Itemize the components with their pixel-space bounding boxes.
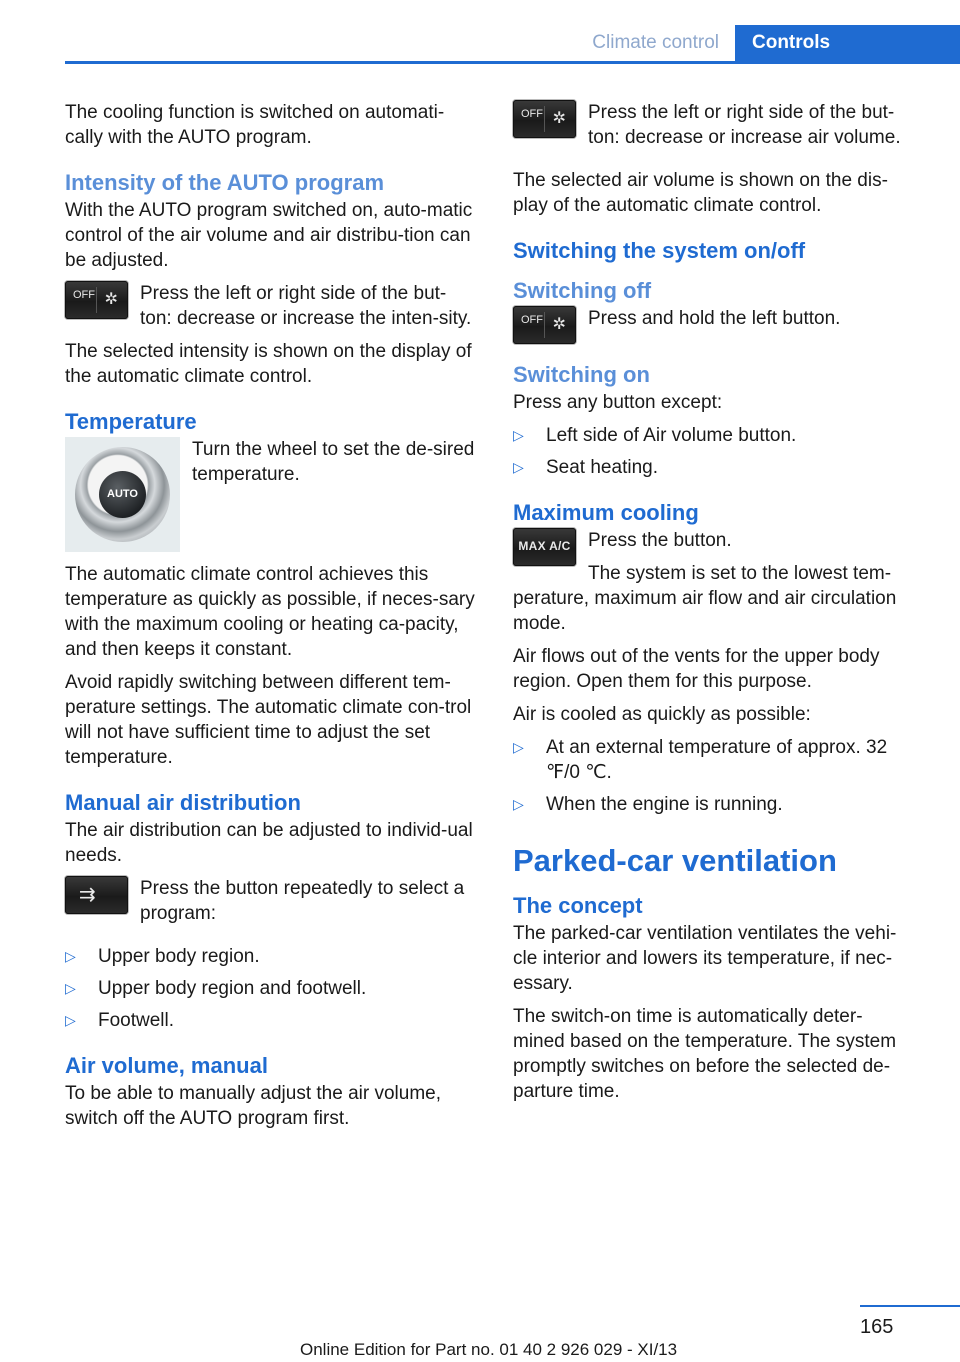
paragraph-intensity-display: The selected intensity is shown on the display of the automatic climate control. xyxy=(65,341,472,387)
paragraph-temperature-wheel: Turn the wheel to set the de-sired temperature. xyxy=(192,439,475,485)
program-list xyxy=(65,944,475,1033)
off-label: OFF xyxy=(73,289,95,301)
list-item: ▷ Seat heating. xyxy=(513,457,658,478)
intensity-button-figure xyxy=(65,281,475,339)
triangle-bullet-icon: ▷ xyxy=(513,739,524,755)
paragraph-max-cooling-cooled: Air is cooled as quickly as possible: xyxy=(513,704,811,725)
temperature-dial-image xyxy=(65,437,180,552)
list-item: ▷ When the engine is running. xyxy=(513,794,783,815)
paragraph-auto-cooling: The cooling function is switched on automati-cally with the AUTO program. xyxy=(65,102,445,148)
heading-intensity: Intensity of the AUTO program xyxy=(65,170,385,195)
page-header xyxy=(65,25,960,61)
off-label: OFF xyxy=(521,108,543,120)
heading-the-concept: The concept xyxy=(513,893,643,918)
triangle-bullet-icon: ▷ xyxy=(65,980,76,996)
paragraph-switch-on-time: The switch-on time is automatically deter-mined based on the temperature. The system promptly switches on before the selected de-parture time. xyxy=(513,1006,897,1102)
edition-footer: Online Edition for Part no. 01 40 2 926 029 - XI/13 xyxy=(300,1340,678,1359)
fan-button-image xyxy=(65,281,128,319)
paragraph-manual-distribution: The air distribution can be adjusted to individ-ual needs. xyxy=(65,820,473,866)
paragraph-air-volume: To be able to manually adjust the air volume, switch off the AUTO program first. xyxy=(65,1083,441,1129)
heading-manual-air-distribution: Manual air distribution xyxy=(65,790,301,815)
list-item: ▷ Upper body region and footwell. xyxy=(65,978,367,999)
temperature-figure xyxy=(65,437,475,552)
paragraph-max-cooling-set: The system is set to the lowest tem-perature, maximum air flow and air circulation mode. xyxy=(513,563,897,634)
paragraph-temperature-avoid: Avoid rapidly switching between different tem-perature settings. The automatic climate con-trol will not have sufficient time to adjust the set temperature. xyxy=(65,672,472,768)
paragraph-temperature-achieve: The automatic climate control achieves this temperature as quickly as possible, if neces-sary with the maximum cooling or heating ca-pacity, and then keeps it constant. xyxy=(65,564,475,660)
max-ac-label: MAX A/C xyxy=(518,539,571,553)
header-rule xyxy=(65,61,960,64)
heading-parked-car-ventilation: Parked-car ventilation xyxy=(513,843,837,878)
air-distribution-icon: ⇉ xyxy=(79,884,96,906)
left-column xyxy=(65,100,475,1139)
header-section-title: Climate control xyxy=(592,32,719,53)
header-chapter-tab: Controls xyxy=(735,25,960,61)
fan-icon: ✲ xyxy=(104,291,118,308)
off-label: OFF xyxy=(521,314,543,326)
fan-icon: ✲ xyxy=(552,316,566,333)
heading-air-volume-manual: Air volume, manual xyxy=(65,1053,268,1078)
switching-off-figure xyxy=(513,306,913,344)
fan-icon: ✲ xyxy=(552,110,566,127)
triangle-bullet-icon: ▷ xyxy=(513,427,524,443)
dial-auto-label: AUTO xyxy=(99,471,146,518)
heading-switching-on-off: Switching the system on/off xyxy=(513,238,806,263)
right-column xyxy=(513,100,913,1112)
list-item: ▷ At an external temperature of approx. 32 ℉/0 ℃. xyxy=(513,737,888,783)
triangle-bullet-icon: ▷ xyxy=(65,948,76,964)
paragraph-max-cooling-vents: Air flows out of the vents for the upper body region. Open them for this purpose. xyxy=(513,646,880,692)
paragraph-air-volume-display: The selected air volume is shown on the dis-play of the automatic climate control. xyxy=(513,170,888,216)
air-distribution-button-image xyxy=(65,876,128,914)
fan-button-image xyxy=(513,100,576,138)
page-number-rule xyxy=(860,1305,960,1307)
heading-switching-on: Switching on xyxy=(513,362,650,387)
paragraph-intensity-button: Press the left or right side of the but-ton: decrease or increase the inten-sity. xyxy=(140,283,472,329)
heading-temperature: Temperature xyxy=(65,409,197,434)
condition-list xyxy=(513,735,913,817)
fan-button-image xyxy=(513,306,576,344)
exception-list xyxy=(513,423,913,480)
page-number: 165 xyxy=(860,1316,894,1338)
heading-switching-off: Switching off xyxy=(513,278,652,303)
triangle-bullet-icon: ▷ xyxy=(65,1012,76,1028)
paragraph-manual-button: Press the button repeatedly to select a program: xyxy=(140,878,465,924)
list-item: ▷ Footwell. xyxy=(65,1010,175,1031)
paragraph-max-cooling-press: Press the button. xyxy=(588,530,732,551)
paragraph-intensity: With the AUTO program switched on, auto-matic control of the air volume and air distribu-tion can be adjusted. xyxy=(65,200,473,271)
max-ac-figure xyxy=(513,528,913,644)
max-ac-button-image xyxy=(513,528,576,566)
heading-maximum-cooling: Maximum cooling xyxy=(513,500,699,525)
paragraph-air-volume-button: Press the left or right side of the but-ton: decrease or increase air volume. xyxy=(588,102,901,148)
paragraph-switching-on: Press any button except: xyxy=(513,392,723,413)
paragraph-concept: The parked-car ventilation ventilates the vehi-cle interior and lowers its temperature, if nec-essary. xyxy=(513,923,897,994)
paragraph-switching-off: Press and hold the left button. xyxy=(588,308,841,329)
list-item: ▷ Left side of Air volume button. xyxy=(513,425,797,446)
air-volume-figure xyxy=(513,100,913,158)
triangle-bullet-icon: ▷ xyxy=(513,459,524,475)
list-item: ▷ Upper body region. xyxy=(65,946,260,967)
air-distribution-figure xyxy=(65,876,475,934)
triangle-bullet-icon: ▷ xyxy=(513,796,524,812)
